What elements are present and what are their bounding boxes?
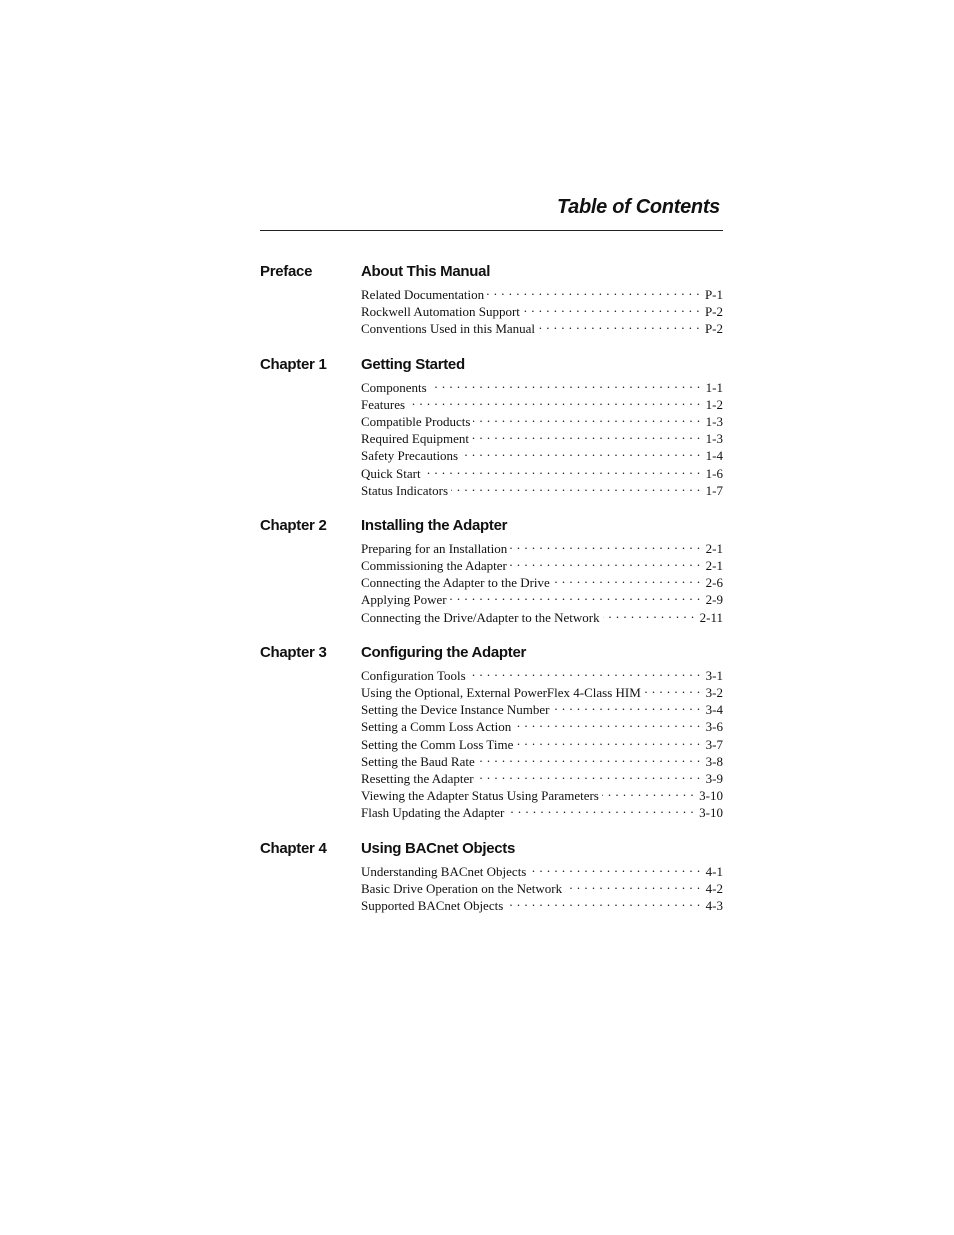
toc-entry[interactable] <box>361 392 723 412</box>
toc-entry-page: 1-3 <box>705 431 723 447</box>
toc-entry-page: 3-9 <box>705 770 723 786</box>
dot-leader <box>565 876 701 893</box>
section-label: Chapter 1 <box>260 355 327 373</box>
dot-leader <box>478 749 701 766</box>
toc-entry-text: Using the Optional, External PowerFlex 4-Class HIM <box>361 685 641 700</box>
dot-leader <box>514 714 700 731</box>
toc-entry-text: Quick Start <box>361 465 421 481</box>
toc-entry[interactable] <box>361 282 723 302</box>
dot-leader <box>553 570 701 587</box>
toc-entry-page: 3-2 <box>705 685 723 700</box>
dot-leader <box>477 766 701 783</box>
dot-leader <box>473 409 700 426</box>
dot-leader <box>644 680 701 697</box>
toc-entry[interactable] <box>361 375 723 395</box>
dot-leader <box>469 663 701 680</box>
toc-entry-text: Connecting the Drive/Adapter to the Network <box>361 609 600 625</box>
toc-entry-text: Viewing the Adapter Status Using Parameters <box>361 788 599 804</box>
toc-entry-text: Connecting the Adapter to the Drive <box>361 575 550 591</box>
toc-entry-page: 2-9 <box>705 592 723 608</box>
toc-entry-page: 4-1 <box>705 863 723 879</box>
dot-leader <box>538 316 700 333</box>
dot-leader <box>603 605 695 622</box>
section-title[interactable]: Configuring the Adapter <box>361 643 527 661</box>
dot-leader <box>516 732 700 749</box>
dot-leader <box>507 800 694 817</box>
toc-entry-page: 3-7 <box>705 736 723 752</box>
toc-entry-page: 3-6 <box>705 719 723 735</box>
toc-entry-page: 1-1 <box>705 379 723 395</box>
toc-entry-text: Resetting the Adapter <box>361 770 474 786</box>
section-label: Chapter 2 <box>260 516 327 534</box>
dot-leader <box>510 553 701 570</box>
toc-section-chapter-3 <box>260 643 723 821</box>
toc-entry-text: Features <box>361 396 406 412</box>
section-label: Chapter 4 <box>260 839 327 857</box>
toc-entry[interactable] <box>361 536 723 556</box>
dot-leader <box>523 299 700 316</box>
toc-entry-text: Preparing for an Installation <box>361 540 508 556</box>
toc-entry-text: Conventions Used in this Manual <box>361 321 536 337</box>
section-label: Chapter 3 <box>260 643 327 661</box>
dot-leader <box>461 443 701 460</box>
dot-leader <box>529 859 700 876</box>
table-of-contents <box>260 262 723 931</box>
toc-entry-text: Configuration Tools <box>361 667 466 683</box>
toc-entry-page: 3-10 <box>699 805 723 821</box>
toc-section-chapter-2 <box>260 516 723 625</box>
toc-entry-page: 1-3 <box>705 413 723 429</box>
toc-entry-text: Status Indicators <box>361 482 449 498</box>
dot-leader <box>451 478 701 495</box>
toc-entry-text: Safety Precautions <box>361 448 459 464</box>
toc-entry-page: 2-6 <box>705 575 723 591</box>
toc-entry-text: Components <box>361 379 427 395</box>
toc-entry-page: 4-2 <box>705 880 723 896</box>
toc-entry-text: Flash Updating the Adapter <box>361 805 505 821</box>
toc-entry-text: Basic Drive Operation on the Network <box>361 880 563 896</box>
section-title[interactable]: About This Manual <box>361 263 491 280</box>
toc-entry[interactable] <box>361 663 723 683</box>
dot-leader <box>602 783 694 800</box>
toc-entry-page: 3-1 <box>705 667 723 683</box>
dot-leader <box>487 282 700 299</box>
toc-entry-text: Compatible Products <box>361 413 471 429</box>
toc-entry-page: 3-8 <box>705 753 723 769</box>
toc-entry-page: P-1 <box>704 287 723 302</box>
toc-entry-page: 1-6 <box>705 465 723 481</box>
toc-entry-text: Rockwell Automation Support <box>361 304 520 320</box>
dot-leader <box>408 392 701 409</box>
toc-entry-page: 3-10 <box>699 788 723 804</box>
dot-leader <box>472 426 701 443</box>
toc-entry-text: Applying Power <box>361 592 447 608</box>
dot-leader <box>510 536 700 553</box>
toc-section-chapter-1 <box>260 355 723 498</box>
dot-leader <box>424 461 701 478</box>
dot-leader <box>430 375 701 392</box>
toc-entry-text: Setting the Device Instance Number <box>361 702 550 718</box>
toc-entry-page: 2-1 <box>705 540 723 556</box>
toc-entry-page: 4-3 <box>705 897 723 913</box>
title-divider <box>260 230 723 231</box>
toc-entry-page: P-2 <box>704 304 723 320</box>
toc-entry-page: 2-1 <box>705 558 723 574</box>
section-title[interactable]: Using BACnet Objects <box>361 839 516 857</box>
toc-entry-page: P-2 <box>704 321 723 337</box>
section-label: Preface <box>260 263 313 280</box>
section-title[interactable]: Getting Started <box>361 355 465 373</box>
toc-entry-text: Required Equipment <box>361 431 469 447</box>
dot-leader <box>506 893 700 910</box>
toc-entry[interactable] <box>361 409 723 429</box>
toc-entry-page: 1-7 <box>705 482 723 498</box>
toc-entry-text: Setting a Comm Loss Action <box>361 719 512 735</box>
toc-entry[interactable] <box>361 859 723 879</box>
dot-leader <box>552 697 700 714</box>
page-title: Table of Contents <box>556 196 720 218</box>
toc-entry-text: Supported BACnet Objects <box>361 897 504 913</box>
toc-entry-text: Commissioning the Adapter <box>361 558 507 574</box>
toc-entry-text: Setting the Baud Rate <box>361 753 475 769</box>
toc-section-preface <box>260 262 723 337</box>
section-title[interactable]: Installing the Adapter <box>361 516 508 534</box>
toc-entry-page: 3-4 <box>705 702 723 718</box>
toc-entry-page: 1-2 <box>705 396 723 412</box>
dot-leader <box>450 587 701 604</box>
toc-entry-page: 1-4 <box>705 448 723 464</box>
toc-entry-page: 2-11 <box>699 609 723 625</box>
toc-entry-text: Related Documentation <box>361 287 485 302</box>
toc-entry-text: Understanding BACnet Objects <box>361 863 527 879</box>
toc-entry-text: Setting the Comm Loss Time <box>361 736 514 752</box>
toc-section-chapter-4 <box>260 839 723 911</box>
